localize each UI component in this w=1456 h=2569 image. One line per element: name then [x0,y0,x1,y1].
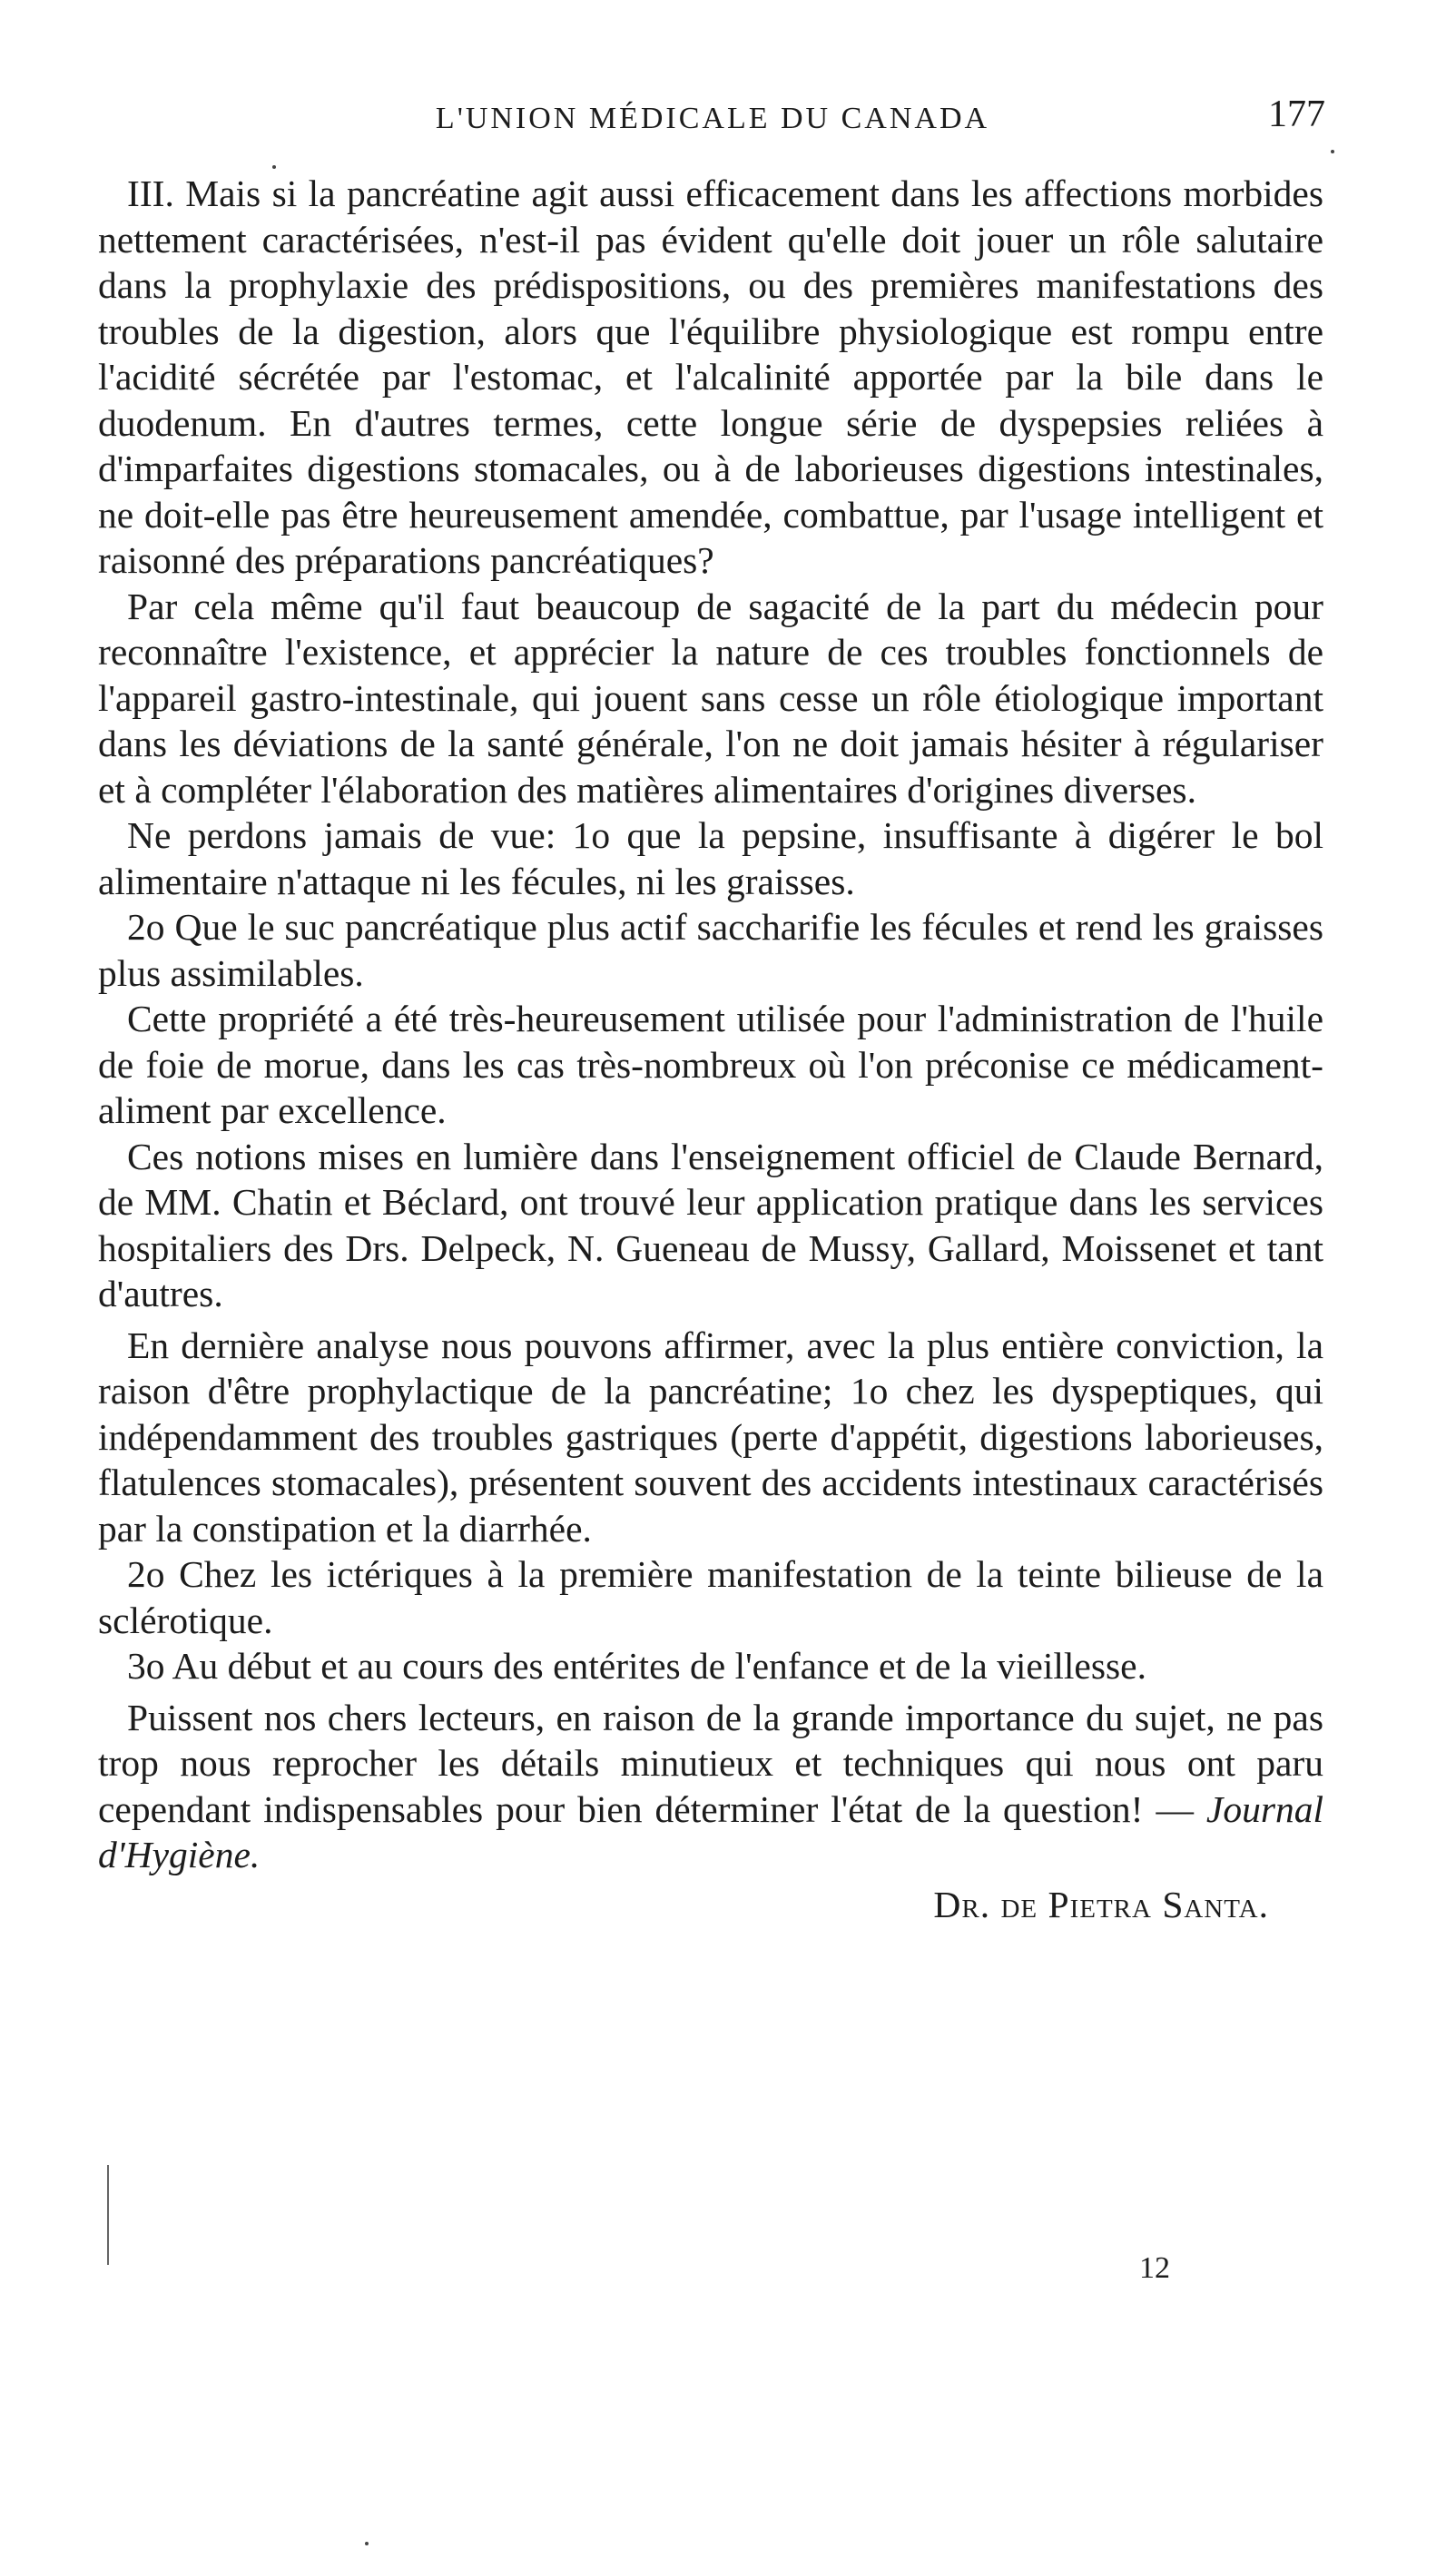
closing-text: Puissent nos chers lecteurs, en raison de la grande importance du sujet, ne pas trop nous reprocher les détails minutieux et techniques qui nous ont paru cependant indispensables pour bien déterminer l'état de la question! — [98,1696,1323,1830]
page-header [100,89,1325,143]
ink-speck [272,165,276,169]
paragraph-5: Cette propriété a été très-heureusement utilisée pour l'administration de l'huile de foie de morue, dans les cas très-nombreux où l'on préconise ce médicament-aliment par excellence. [98,998,1323,1131]
paragraph-7: En dernière analyse nous pouvons affirmer, avec la plus entière conviction, la raison d'être prophylactique de la pancréatine; 1o chez les dyspeptiques, qui indépendamment des troubles gastriques (perte d'appétit, digestions laborieuses, flatulences stomacales), présentent souvent des accidents intestinaux caractérisés par la constipation et la diarrhée. [98,1324,1323,1550]
paragraph-6: Ces notions mises en lumière dans l'enseignement officiel de Claude Bernard, de MM. Chatin et Béclard, ont trouvé leur application pratique dans les services hospitaliers des Drs. Delpeck, N. Gueneau de Mussy, Gallard, Moissenet et tant d'autres. [98,1135,1323,1314]
paragraph-4: 2o Que le suc pancréatique plus actif saccharifie les fécules et rend les graisses plus assimilables. [98,906,1323,994]
author-signature: Dr. de Pietra Santa. [933,1883,1269,1925]
running-title: L'UNION MÉDICALE DU CANADA [435,102,990,135]
source-journal: Journal d'Hygiène. [98,1787,1324,1875]
printer-signature-mark: 12 [1139,2251,1170,2285]
signature-line [98,1878,1323,1924]
page-number: 177 [1268,94,1325,135]
ink-speck [365,2542,369,2545]
paragraph-9: 3o Au début et au cours des entérites de l'enfance et de la vieillesse. [127,1645,1146,1687]
paragraph-2: Par cela même qu'il faut beaucoup de sagacité de la part du médecin pour reconnaître l'existence, et apprécier la nature de ces troubles fonctionnels de l'appareil gastro-intestinale, qui jouent sans cesse un rôle étiologique important dans les déviations de la santé générale, l'on ne doit jamais hésiter à régulariser et à compléter l'élaboration des matières alimentaires d'origines diverses. [98,585,1323,811]
article-body [98,171,1323,1924]
paragraph-8: 2o Chez les ictériques à la première manifestation de la teinte bilieuse de la sclérotique. [98,1553,1323,1641]
paragraph-1: III. Mais si la pancréatine agit aussi efficacement dans les affections morbides nettement caractérisées, n'est-il pas évident qu'elle doit jouer un rôle salutaire dans la prophylaxie des prédispositions, ou des premières manifestations des troubles de la digestion, alors que l'équilibre physiologique est rompu entre l'acidité sécrétée par l'estomac, et l'alcalinité apportée par la bile dans le duodenum. En d'autres termes, cette longue série de dyspepsies reliées à d'imparfaites digestions stomacales, ou à de laborieuses digestions intestinales, ne doit-elle pas être heureusement amendée, combattue, par l'usage intelligent et raisonné des préparations pancréatiques? [98,172,1323,581]
ink-speck [1331,150,1334,153]
paragraph-10 [98,1695,1323,1878]
margin-rule [107,2165,109,2265]
paragraph-3: Ne perdons jamais de vue: 1o que la pepsine, insuffisante à digérer le bol alimentaire n'attaque ni les fécules, ni les graisses. [98,814,1323,902]
